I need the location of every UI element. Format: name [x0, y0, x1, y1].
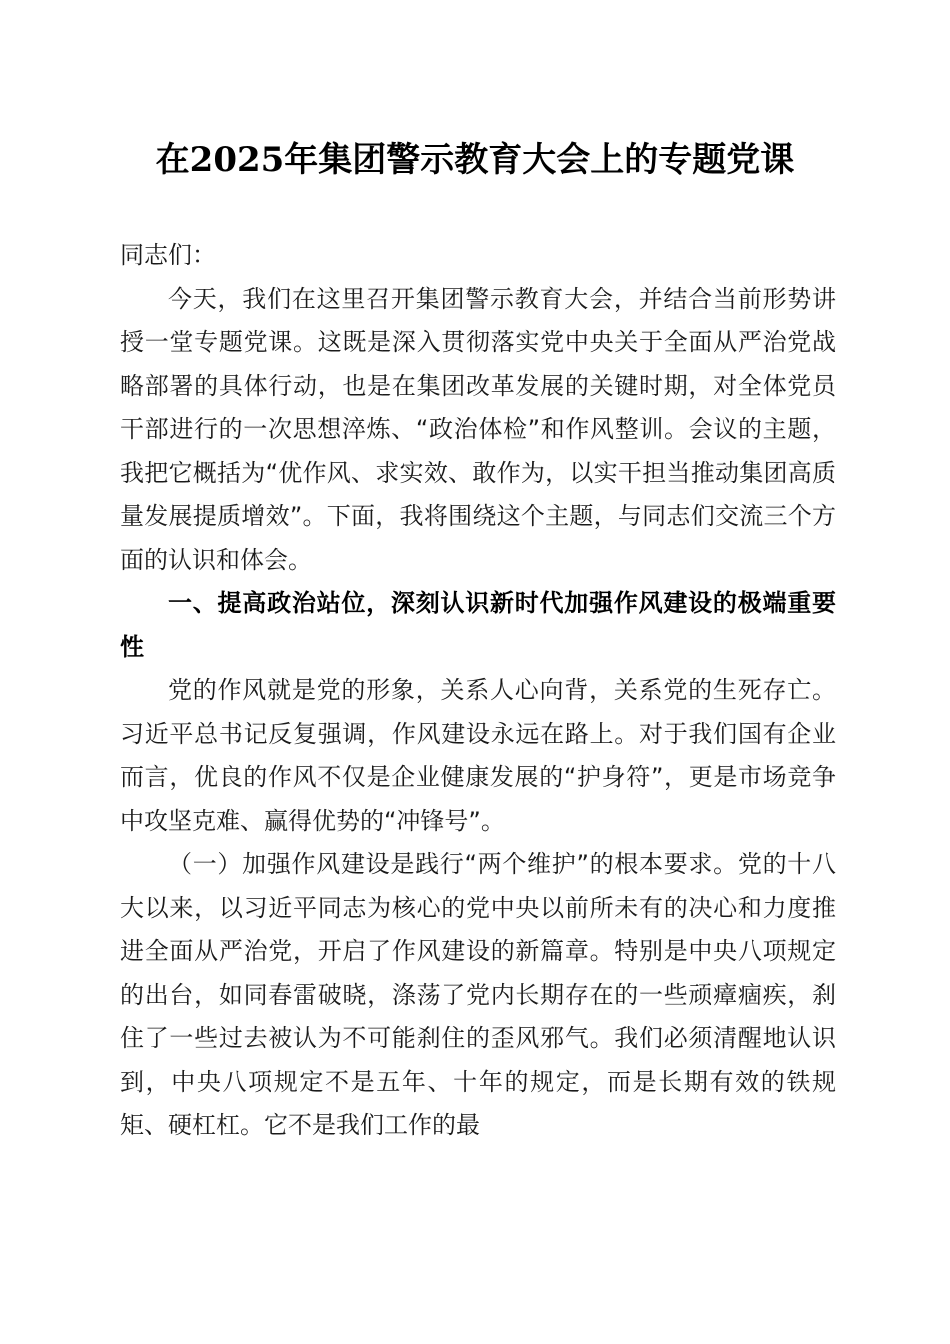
document-title: 在2025年集团警示教育大会上的专题党课 — [155, 140, 795, 180]
paragraph-style-importance: 党的作风就是党的形象，关系人心向背，关系党的生死存亡。习近平总书记反复强调，作风建设永远在路上。对于我们国有企业而言，优良的作风不仅是企业健康发展的“护身符”，更是市场竞争中攻坚克难、赢得优势的“冲锋号”。 — [120, 676, 836, 835]
paragraph-intro: 今天，我们在这里召开集团警示教育大会，并结合当前形势讲授一堂专题党课。这既是深入贯彻落实党中央关于全面从严治党战略部署的具体行动，也是在集团改革发展的关键时期，对全体党员干部进行的一次思想淬炼、“政治体检”和作风整训。会议的主题，我把它概括为“优作风、求实效、敢作为，以实干担当推动集团高质量发展提质增效”。下面，我将围绕这个主题，与同志们交流三个方面的认识和体会。 — [120, 284, 836, 574]
paragraph-two-safeguards: （一）加强作风建设是践行“两个维护”的根本要求。党的十八大以来，以习近平同志为核心的党中央以前所未有的决心和力度推进全面从严治党，开启了作风建设的新篇章。特别是中央八项规定的出台，如同春雷破晓，涤荡了党内长期存在的一些顽瘴痼疾，刹住了一些过去被认为不可能刹住的歪风邪气。我们必须清醒地认识到，中央八项规定不是五年、十年的规定，而是长期有效的铁规矩、硬杠杠。它不是我们工作的最 — [120, 850, 836, 1139]
document-body — [120, 234, 836, 1148]
salutation: 同志们： — [120, 241, 216, 269]
section-heading: 一、提高政治站位，深刻认识新时代加强作风建设的极端重要性 — [120, 589, 836, 661]
